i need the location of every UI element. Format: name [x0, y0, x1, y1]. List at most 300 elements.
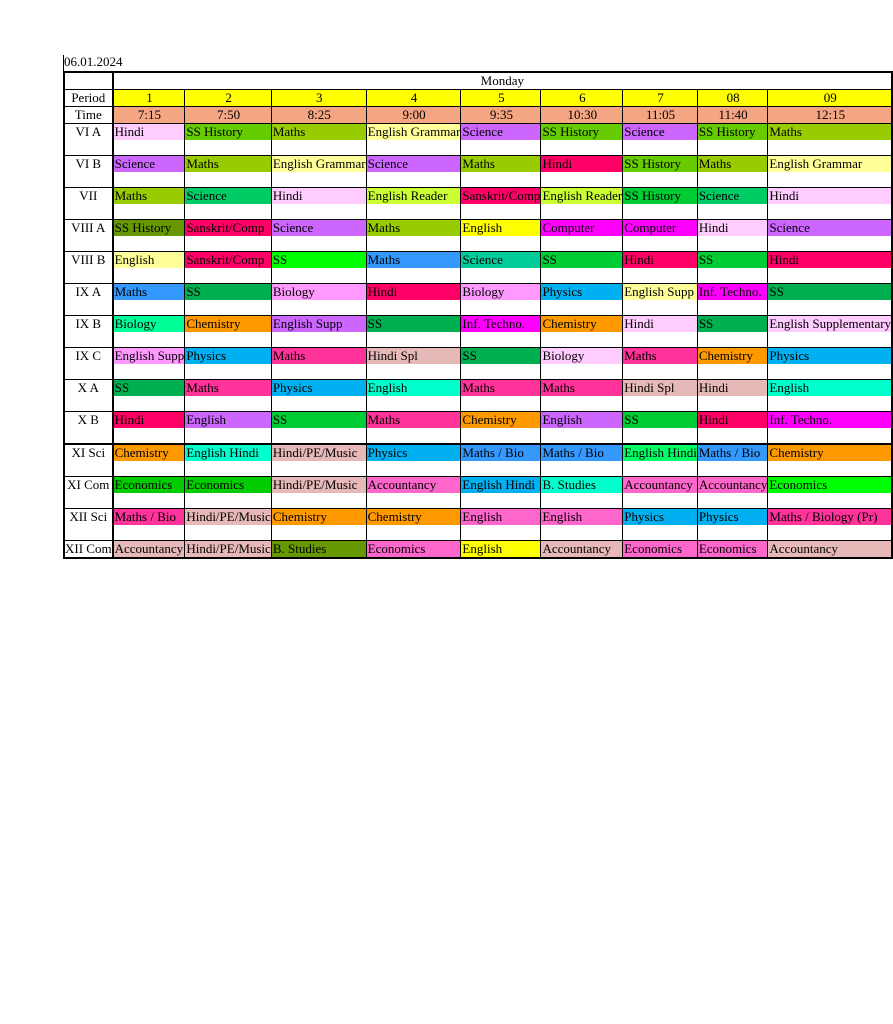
subject-cell: SS	[271, 412, 366, 429]
spacer-cell	[113, 428, 185, 444]
subject-cell: Maths	[461, 380, 541, 397]
spacer-cell	[271, 525, 366, 541]
subject-cell: Hindi	[623, 316, 698, 333]
spacer-cell	[697, 268, 768, 284]
period-time: 11:40	[697, 107, 768, 124]
subject-cell: Science	[185, 188, 272, 205]
border-cell	[623, 558, 698, 559]
subject-cell: English	[366, 380, 461, 397]
spacer-cell	[623, 493, 698, 509]
spacer-cell	[768, 525, 892, 541]
subject-cell: Maths / Bio	[113, 509, 185, 526]
period-time: 10:30	[541, 107, 623, 124]
subject-cell: Maths	[185, 380, 272, 397]
subject-cell: Maths / Biology (Pr)	[768, 509, 892, 526]
spacer-cell	[461, 204, 541, 220]
spacer-label	[64, 140, 113, 156]
table-row	[64, 412, 892, 429]
spacer-cell	[185, 204, 272, 220]
spacer-cell	[541, 204, 623, 220]
subject-cell: Chemistry	[697, 348, 768, 365]
table-row	[64, 156, 892, 173]
border-cell	[697, 558, 768, 559]
border-cell	[461, 558, 541, 559]
time-label: Time	[64, 107, 113, 124]
table-row	[64, 380, 892, 397]
subject-cell: Chemistry	[271, 509, 366, 526]
table-row	[64, 252, 892, 269]
period-number: 5	[461, 90, 541, 107]
spacer-cell	[113, 493, 185, 509]
spacer-cell	[461, 428, 541, 444]
spacer-label	[64, 236, 113, 252]
spacer-label	[64, 332, 113, 348]
spacer-cell	[768, 268, 892, 284]
period-time: 7:15	[113, 107, 185, 124]
subject-cell: English Reader	[542, 188, 623, 203]
subject-cell: Hindi	[366, 284, 461, 301]
subject-cell: Physics	[366, 444, 461, 461]
spacer-cell	[113, 172, 185, 188]
spacer-cell	[185, 428, 272, 444]
spacer-cell	[461, 332, 541, 348]
spacer-cell	[113, 140, 185, 156]
class-label: X A	[64, 380, 113, 397]
spacer-cell	[366, 140, 461, 156]
subject-cell: Maths / Bio	[697, 444, 768, 461]
spacer-cell	[623, 268, 698, 284]
subject-cell: Accountancy	[114, 541, 184, 556]
period-time: 11:05	[623, 107, 698, 124]
class-label: IX B	[64, 316, 113, 333]
table-row	[64, 541, 892, 559]
spacer-cell	[185, 525, 272, 541]
table-row	[64, 188, 892, 205]
table-row	[64, 220, 892, 237]
subject-cell: Inf. Techno.	[461, 316, 541, 333]
spacer-row	[64, 236, 892, 252]
spacer-row	[64, 332, 892, 348]
class-label: VI A	[64, 124, 113, 141]
spacer-cell	[185, 364, 272, 380]
spacer-cell	[185, 493, 272, 509]
time-row	[64, 107, 892, 124]
class-label: X B	[64, 412, 113, 429]
spacer-cell	[768, 396, 892, 412]
subject-cell: Economics	[113, 477, 185, 494]
spacer-cell	[185, 332, 272, 348]
subject-cell: Accountancy	[366, 477, 461, 494]
spacer-cell	[185, 140, 272, 156]
spacer-label	[64, 172, 113, 188]
spacer-cell	[697, 396, 768, 412]
spacer-cell	[461, 525, 541, 541]
subject-cell: English Reader	[366, 188, 461, 205]
spacer-cell	[623, 461, 698, 477]
spacer-cell	[461, 300, 541, 316]
spacer-cell	[768, 140, 892, 156]
spacer-cell	[461, 140, 541, 156]
subject-cell: SS	[541, 252, 623, 269]
class-label: IX C	[64, 348, 113, 365]
spacer-cell	[185, 172, 272, 188]
spacer-cell	[113, 364, 185, 380]
class-label: XI Com	[64, 477, 113, 494]
spacer-label	[64, 268, 113, 284]
subject-cell: English Grammar	[768, 156, 892, 173]
subject-cell: English	[768, 380, 892, 397]
class-label: VIII A	[64, 220, 113, 237]
table-row	[64, 124, 892, 141]
spacer-cell	[541, 364, 623, 380]
period-number: 09	[768, 90, 892, 107]
border-cell	[271, 558, 366, 559]
spacer-cell	[697, 428, 768, 444]
spacer-cell	[366, 396, 461, 412]
period-number: 4	[366, 90, 461, 107]
subject-cell: Physics	[541, 284, 623, 301]
spacer-cell	[768, 364, 892, 380]
spacer-row	[64, 493, 892, 509]
spacer-cell	[461, 236, 541, 252]
subject-cell: Science	[461, 124, 541, 141]
border-cell	[64, 558, 113, 559]
spacer-cell	[541, 461, 623, 477]
subject-cell: Science	[623, 124, 698, 141]
subject-cell: Hindi	[113, 124, 185, 141]
spacer-cell	[697, 461, 768, 477]
spacer-cell	[366, 236, 461, 252]
subject-cell: Hindi Spl	[623, 380, 698, 397]
spacer-cell	[271, 268, 366, 284]
subject-cell: Economics	[185, 477, 272, 494]
spacer-cell	[366, 525, 461, 541]
subject-cell: Maths	[541, 380, 623, 397]
spacer-cell	[185, 396, 272, 412]
spacer-cell	[271, 172, 366, 188]
subject-cell: SS History	[185, 124, 272, 141]
spacer-label	[64, 300, 113, 316]
subject-cell: Biology	[461, 284, 541, 301]
spacer-cell	[541, 428, 623, 444]
subject-cell: Hindi/PE/Music	[186, 541, 271, 556]
subject-cell: Economics	[366, 541, 461, 559]
subject-cell: Economics	[697, 541, 768, 559]
subject-cell: Science	[271, 220, 366, 237]
subject-cell: Sanskrit/Comp	[185, 220, 272, 237]
subject-cell: Hindi	[271, 188, 366, 205]
period-number: 3	[271, 90, 366, 107]
spacer-cell	[461, 364, 541, 380]
subject-cell: English Supplementary	[769, 316, 892, 331]
spacer-cell	[271, 493, 366, 509]
timetable	[63, 71, 893, 559]
spacer-cell	[366, 300, 461, 316]
subject-cell: SS History	[541, 124, 623, 141]
subject-cell: Biology	[541, 348, 623, 365]
subject-cell: Accountancy	[541, 541, 623, 559]
spacer-cell	[185, 268, 272, 284]
spacer-cell	[541, 525, 623, 541]
subject-cell: Maths	[366, 412, 461, 429]
subject-cell: Maths	[461, 156, 541, 173]
subject-cell: English Grammar	[367, 124, 461, 139]
day-row	[64, 72, 892, 90]
spacer-cell	[541, 140, 623, 156]
border-cell	[541, 558, 623, 559]
subject-cell: English Supp	[114, 348, 185, 363]
table-row	[64, 444, 892, 461]
spacer-cell	[461, 268, 541, 284]
spacer-cell	[271, 140, 366, 156]
spacer-cell	[366, 493, 461, 509]
spacer-cell	[541, 493, 623, 509]
spacer-row	[64, 140, 892, 156]
spacer-row	[64, 525, 892, 541]
spacer-cell	[623, 396, 698, 412]
class-label: VIII B	[64, 252, 113, 269]
subject-cell: Physics	[768, 348, 892, 365]
spacer-cell	[768, 172, 892, 188]
spacer-cell	[697, 300, 768, 316]
spacer-cell	[366, 172, 461, 188]
subject-cell: Biology	[271, 284, 366, 301]
subject-cell: SS	[366, 316, 461, 333]
timetable-date: 06.01.2024	[64, 54, 123, 69]
spacer-cell	[366, 428, 461, 444]
period-number: 08	[697, 90, 768, 107]
subject-cell: Maths	[113, 188, 185, 205]
spacer-cell	[271, 364, 366, 380]
table-row	[64, 477, 892, 494]
subject-cell: Science	[697, 188, 768, 205]
subject-cell: SS	[697, 252, 768, 269]
subject-cell: Chemistry	[185, 316, 272, 333]
subject-cell: Maths	[271, 124, 366, 141]
spacer-cell	[461, 461, 541, 477]
spacer-cell	[113, 300, 185, 316]
spacer-label	[64, 525, 113, 541]
subject-cell: Hindi	[768, 252, 892, 269]
spacer-label	[64, 204, 113, 220]
spacer-cell	[768, 461, 892, 477]
subject-cell: Hindi	[697, 380, 768, 397]
spacer-cell	[271, 332, 366, 348]
spacer-cell	[623, 300, 698, 316]
spacer-row	[64, 172, 892, 188]
spacer-cell	[113, 204, 185, 220]
period-label: Period	[64, 90, 113, 107]
spacer-cell	[271, 204, 366, 220]
spacer-label	[64, 461, 113, 477]
spacer-cell	[697, 364, 768, 380]
spacer-label	[64, 364, 113, 380]
spacer-cell	[623, 204, 698, 220]
spacer-cell	[623, 140, 698, 156]
subject-cell: Hindi Spl	[366, 348, 461, 365]
spacer-cell	[185, 300, 272, 316]
spacer-cell	[366, 364, 461, 380]
subject-cell: Accountancy	[698, 477, 768, 492]
spacer-cell	[541, 396, 623, 412]
subject-cell: Hindi	[697, 220, 768, 237]
spacer-cell	[366, 204, 461, 220]
spacer-cell	[113, 396, 185, 412]
spacer-row	[64, 300, 892, 316]
spacer-cell	[185, 236, 272, 252]
spacer-row	[64, 268, 892, 284]
spacer-cell	[366, 332, 461, 348]
border-cell	[113, 558, 185, 559]
spacer-cell	[623, 172, 698, 188]
spacer-cell	[185, 461, 272, 477]
subject-cell: SS	[113, 380, 185, 397]
spacer-row	[64, 461, 892, 477]
spacer-cell	[697, 236, 768, 252]
subject-cell: Chemistry	[541, 316, 623, 333]
subject-cell: SS	[461, 348, 541, 365]
subject-cell: SS	[623, 412, 698, 429]
subject-cell: Physics	[623, 509, 698, 526]
period-time: 7:50	[185, 107, 272, 124]
subject-cell: Physics	[185, 348, 272, 365]
subject-cell: Economics	[768, 477, 892, 494]
spacer-cell	[271, 396, 366, 412]
spacer-cell	[461, 172, 541, 188]
subject-cell: Science	[366, 156, 461, 173]
subject-cell: English	[461, 541, 541, 559]
subject-cell: Computer	[623, 220, 698, 237]
spacer-cell	[623, 364, 698, 380]
spacer-cell	[366, 461, 461, 477]
day-corner	[64, 72, 113, 90]
subject-cell: English	[461, 509, 541, 526]
spacer-cell	[541, 236, 623, 252]
subject-cell: English Hindi	[185, 444, 272, 461]
class-label: XII Com	[65, 541, 112, 556]
spacer-cell	[697, 204, 768, 220]
subject-cell: SS History	[623, 188, 698, 205]
subject-cell: Biology	[113, 316, 185, 333]
day-heading: Monday	[113, 72, 893, 90]
subject-cell: Accountancy	[768, 541, 892, 559]
spacer-cell	[768, 428, 892, 444]
spacer-cell	[113, 332, 185, 348]
subject-cell: Science	[113, 156, 185, 173]
spacer-cell	[623, 525, 698, 541]
spacer-cell	[113, 525, 185, 541]
spacer-cell	[113, 461, 185, 477]
subject-cell: Accountancy	[623, 477, 698, 494]
spacer-cell	[697, 172, 768, 188]
spacer-row	[64, 396, 892, 412]
subject-cell: Chemistry	[113, 444, 185, 461]
subject-cell: Hindi	[541, 156, 623, 173]
subject-cell: Inf. Techno.	[697, 284, 768, 301]
border-cell	[366, 558, 461, 559]
subject-cell: B. Studies	[541, 477, 623, 494]
spacer-cell	[623, 428, 698, 444]
subject-cell: Maths	[366, 220, 461, 237]
subject-cell: Inf. Techno.	[768, 412, 892, 429]
subject-cell: English Supp	[623, 284, 698, 301]
subject-cell: Hindi	[697, 412, 768, 429]
table-row	[64, 509, 892, 526]
spacer-cell	[271, 236, 366, 252]
subject-cell: Hindi/PE/Music	[271, 477, 366, 494]
subject-cell: Hindi	[113, 412, 185, 429]
spacer-cell	[541, 268, 623, 284]
subject-cell: SS	[271, 252, 366, 269]
spacer-cell	[366, 268, 461, 284]
subject-cell: SS History	[623, 156, 698, 173]
spacer-cell	[768, 493, 892, 509]
spacer-cell	[768, 300, 892, 316]
subject-cell: Sanskrit/Comp	[462, 188, 541, 203]
subject-cell: Hindi	[623, 252, 698, 269]
spacer-cell	[271, 300, 366, 316]
spacer-cell	[271, 428, 366, 444]
period-time: 9:00	[366, 107, 461, 124]
subject-cell: English Hindi	[461, 477, 541, 494]
spacer-cell	[697, 525, 768, 541]
subject-cell: Maths	[768, 124, 892, 141]
spacer-cell	[697, 493, 768, 509]
subject-cell: English Hindi	[624, 445, 697, 460]
spacer-cell	[541, 332, 623, 348]
subject-cell: English Grammar	[272, 156, 366, 171]
spacer-cell	[113, 236, 185, 252]
subject-cell: Chemistry	[768, 444, 892, 461]
subject-cell: English	[185, 412, 272, 429]
spacer-cell	[697, 332, 768, 348]
spacer-cell	[768, 236, 892, 252]
subject-cell: Physics	[697, 509, 768, 526]
subject-cell: SS	[697, 316, 768, 333]
subject-cell: Maths / Bio	[461, 444, 541, 461]
table-bottom-border	[64, 558, 892, 559]
subject-cell: SS History	[113, 220, 185, 237]
spacer-label	[64, 428, 113, 444]
period-time: 8:25	[271, 107, 366, 124]
subject-cell: English Supp	[271, 316, 366, 333]
subject-cell: Maths	[185, 156, 272, 173]
class-label: XI Sci	[64, 444, 113, 461]
spacer-cell	[697, 140, 768, 156]
subject-cell: Maths	[366, 252, 461, 269]
period-time: 12:15	[768, 107, 892, 124]
subject-cell: English	[113, 252, 185, 269]
subject-cell: Hindi/PE/Music	[186, 509, 271, 524]
subject-cell: English	[541, 509, 623, 526]
subject-cell: Maths	[271, 348, 366, 365]
subject-cell: Maths / Bio	[541, 444, 623, 461]
table-row	[64, 284, 892, 301]
subject-cell: English	[461, 220, 541, 237]
spacer-label	[64, 396, 113, 412]
class-label: VI B	[64, 156, 113, 173]
border-cell	[768, 558, 892, 559]
spacer-cell	[541, 172, 623, 188]
spacer-cell	[768, 204, 892, 220]
spacer-row	[64, 204, 892, 220]
period-number: 7	[623, 90, 698, 107]
period-row	[64, 90, 892, 107]
spacer-cell	[461, 493, 541, 509]
border-cell	[185, 558, 272, 559]
subject-cell: Hindi/PE/Music	[271, 444, 366, 461]
subject-cell: SS History	[697, 124, 768, 141]
